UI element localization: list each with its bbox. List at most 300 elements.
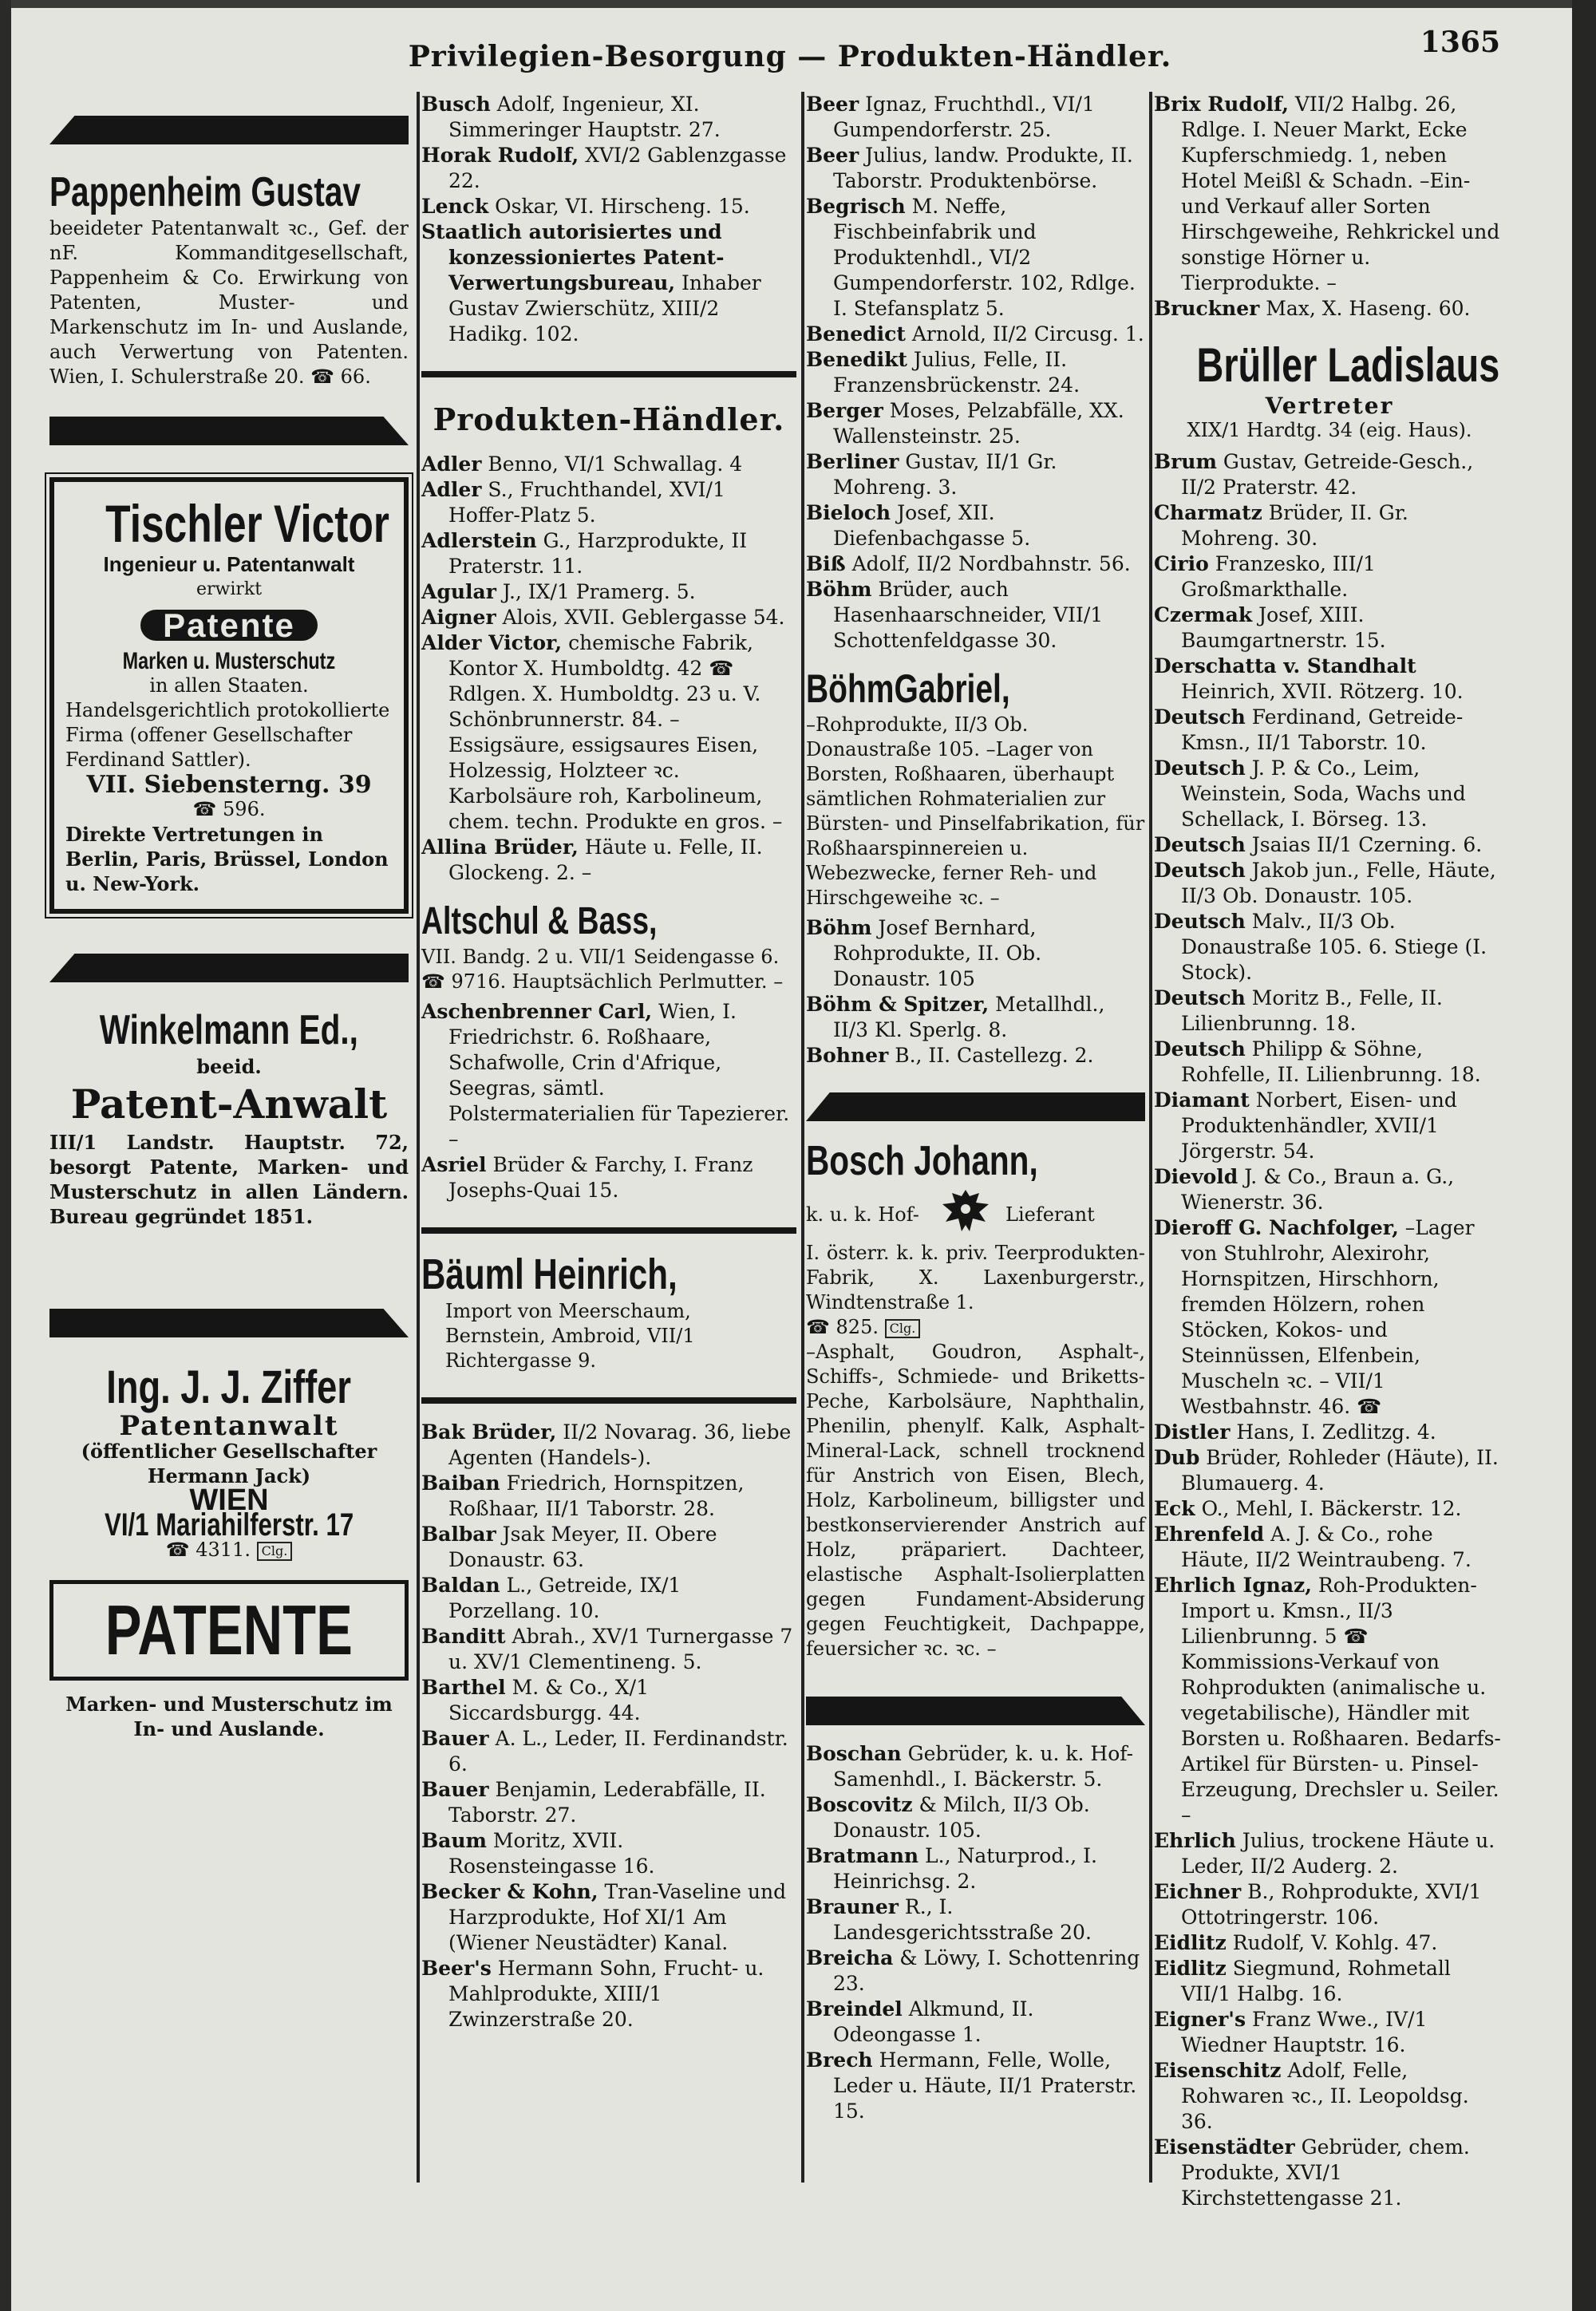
entry-list	[1154, 92, 1505, 322]
entry-text: Inhaber Gustav Zwierschütz, XIII/2 Hadikg. 102.	[448, 271, 761, 346]
entry-name: Deutsch	[1154, 757, 1246, 780]
directory-entry	[1154, 1420, 1505, 1445]
separator-bar	[49, 954, 409, 982]
entry-name: Deutsch	[1154, 1037, 1246, 1061]
directory-entry	[806, 194, 1145, 322]
entry-text: M. Neffe, Fischbeinfabrik und Produktenhdl., VI/2 Gumpendorferstr. 102, Rdlge. I. Stefansplatz 5.	[833, 195, 1136, 320]
directory-entry	[1154, 92, 1505, 296]
ad-body: III/1 Landstr. Hauptstr. 72, besorgt Patente, Marken- und Musterschutz in allen Ländern. Bureau gegründet 1851.	[49, 1131, 409, 1228]
entry-text: Roh-Produkten-Import u. Kmsn., II/3 Lilienbrunng. 5 ☎ Kommissions-Verkauf von Rohprodukten (animalische u. vegetabilische), Händler mit Borsten u. Roßhaaren. Bedarfs-Artikel für Bürsten- u. Pinsel-Erzeugung, Drechsler u. Seiler. –	[1181, 1574, 1501, 1827]
entry-text: Wien, I. Friedrichstr. 6. Roßhaare, Schafwolle, Crin d'Afrique, Seegras, sämtl. Polstermaterialien für Tapezierer. –	[448, 1000, 790, 1151]
entry-name: Lenck	[421, 195, 489, 218]
directory-entry	[806, 1997, 1145, 2048]
ad-address: XIX/1 Hardtg. 34 (eig. Haus).	[1187, 419, 1472, 441]
separator-rule	[421, 1227, 796, 1234]
directory-entry	[421, 1573, 796, 1624]
entry-text: L., Naturprod., I. Heinrichsg. 2.	[833, 1844, 1098, 1893]
entry-name: Bak Brüder,	[421, 1420, 557, 1444]
entry-list	[1154, 449, 1505, 2211]
directory-entry	[806, 143, 1145, 194]
entry-name: Brum	[1154, 450, 1217, 473]
separator-bar	[806, 1092, 1145, 1121]
directory-entry	[421, 1777, 796, 1828]
entry-list	[421, 1420, 796, 2032]
ad-body-1: I. österr. k. k. priv. Teerprodukten-Fabrik, X. Laxenburgerstr., Windtenstraße 1.	[806, 1242, 1145, 1314]
directory-entry	[421, 1522, 796, 1573]
entry-name: Böhm	[806, 578, 872, 601]
entry-text: Adolf, II/2 Nordbahnstr. 56.	[851, 552, 1131, 575]
directory-entry	[1154, 1088, 1505, 1164]
entry-text: Adolf, Felle, Rohwaren ꝛc., II. Leopoldsg. 36.	[1181, 2059, 1469, 2133]
entry-text: Hans, I. Zedlitzg. 4.	[1236, 1420, 1436, 1444]
ad-winkelmann	[49, 1006, 409, 1229]
entry-name: Czermak	[1154, 603, 1253, 626]
directory-entry	[1154, 832, 1505, 858]
entry-text: Häute u. Felle, II. Glockeng. 2. –	[448, 836, 763, 884]
entry-name: Barthel	[421, 1676, 506, 1699]
ad-lieferant: Lieferant	[1005, 1203, 1095, 1226]
section-title: Produkten-Händler.	[433, 401, 785, 437]
entry-name: Deutsch	[1154, 833, 1246, 856]
directory-entry	[421, 92, 796, 143]
directory-entry	[1154, 654, 1505, 705]
entry-text: & Löwy, I. Schottenring 23.	[833, 1946, 1140, 1995]
column-3	[806, 92, 1145, 2124]
entry-text: II/2 Novarag. 36, liebe Agenten (Handels-).	[448, 1420, 792, 1469]
entry-name: Bratmann	[806, 1844, 919, 1867]
directory-entry	[1154, 1522, 1505, 1573]
entry-text: Moritz B., Felle, II. Lilienbrunng. 18.	[1181, 986, 1443, 1035]
directory-entry	[806, 1843, 1145, 1894]
ad-erwirkt: erwirkt	[196, 579, 263, 599]
ad-name: Pappenheim Gustav	[49, 169, 361, 215]
ad-footer: Marken- und Musterschutz im In- und Auslande.	[65, 1693, 393, 1740]
scan-edge-top	[0, 0, 1596, 8]
entry-name: Breicha	[806, 1946, 894, 1969]
entry-name: Deutsch	[1154, 705, 1246, 729]
directory-entry	[421, 1152, 796, 1203]
ad-ziffer	[49, 1361, 409, 1741]
entry-name: Benedict	[806, 322, 906, 346]
entry-name: Asriel	[421, 1153, 487, 1176]
entry-text: Josef, XIII. Baumgartnerstr. 15.	[1181, 603, 1386, 652]
directory-entry	[421, 1624, 796, 1675]
directory-entry	[1154, 2135, 1505, 2211]
directory-entry	[421, 477, 796, 528]
entry-name: Ehrlich Ignaz,	[1154, 1574, 1312, 1597]
ad-body-2: –Asphalt, Goudron, Asphalt-, Schiffs-, Schmiede- und Briketts-Peche, Karbolsäure, Naphthalin, Phenilin, phenylf. Kalk, Asphalt-Mineral-Lack, schnell trocknend für Anstrich von Eisen, Blech, Holz, Karbolineum, billigster und bestkonservierender Anstrich auf Holz, präpariert. Dachteer, elastische Asphalt-Isolierplatten gegen Fundament-Absiderung gegen Feuchtigkeit, Dachpappe, feuersicher ꝛc. ꝛc. –	[806, 1341, 1145, 1660]
directory-entry	[806, 1946, 1145, 1997]
directory-entry	[1154, 1445, 1505, 1496]
directory-entry	[1154, 1956, 1505, 2007]
directory-entry	[1154, 705, 1505, 756]
entry-text: G., Harzprodukte, II Praterstr. 11.	[448, 529, 748, 578]
ad-vertretungen: Direkte Vertretungen in Berlin, Paris, Brüssel, London u. New-York.	[65, 823, 389, 895]
column-rule-2	[801, 92, 804, 2183]
directory-entry	[806, 1043, 1145, 1069]
entry-name: Deutsch	[1154, 859, 1246, 882]
entry-name: Agular	[421, 580, 496, 603]
directory-entry	[1154, 2058, 1505, 2135]
ad-name: Bäuml Heinrich,	[421, 1250, 678, 1298]
entry-name: Bohner	[806, 1044, 889, 1067]
entry-text: Max, X. Haseng. 60.	[1266, 297, 1471, 320]
entry-text: B., II. Castellezg. 2.	[895, 1044, 1094, 1067]
entry-name: Balbar	[421, 1523, 496, 1546]
entry-text: A. J. & Co., rohe Häute, II/2 Weintraubeng. 7.	[1181, 1523, 1472, 1571]
ad-phone: ☎ 825.	[806, 1316, 879, 1338]
entry-name: Begrisch	[806, 195, 906, 218]
column-4	[1154, 92, 1505, 2211]
entry-text: Brüder & Farchy, I. Franz Josephs-Quai 15.	[448, 1153, 753, 1202]
directory-entry	[421, 1879, 796, 1956]
entry-text: Oskar, VI. Hirscheng. 15.	[495, 195, 750, 218]
ad-role: Ingenieur u. Patentanwalt	[103, 552, 355, 576]
ad-altschul	[421, 899, 796, 994]
entry-text: Rudolf, V. Kohlg. 47.	[1232, 1931, 1438, 1954]
ad-brueller	[1154, 338, 1505, 443]
directory-entry	[1154, 1573, 1505, 1828]
entry-text: Moritz, XVII. Rosensteingasse 16.	[448, 1829, 655, 1878]
entry-text: Brüder, Rohleder (Häute), II. Blumauerg. 4.	[1181, 1446, 1499, 1495]
directory-entry	[421, 528, 796, 579]
entry-name: Beer	[806, 93, 859, 116]
entry-name: Eisenschitz	[1154, 2059, 1282, 2082]
entry-text: Julius, Felle, II. Franzensbrückenstr. 24.	[833, 348, 1080, 397]
entry-text: Julius, trockene Häute u. Leder, II/2 Auderg. 2.	[1181, 1829, 1495, 1878]
directory-entry	[806, 500, 1145, 551]
ad-pappenheim	[49, 168, 409, 389]
directory-entry	[1154, 858, 1505, 909]
entry-name: Diamant	[1154, 1088, 1250, 1112]
entry-name: Deutsch	[1154, 910, 1246, 933]
directory-entry	[421, 999, 796, 1152]
entry-text: O., Mehl, I. Bäckerstr. 12.	[1201, 1497, 1462, 1520]
ad-tischler	[49, 477, 409, 914]
ad-body: VII. Bandg. 2 u. VII/1 Seidengasse 6. ☎ 9716. Hauptsächlich Perlmutter. –	[421, 946, 784, 993]
directory-entry	[806, 915, 1145, 992]
entry-name: Breindel	[806, 1997, 903, 2021]
directory-entry	[806, 322, 1145, 347]
separator-rule	[421, 371, 796, 377]
entry-name: Busch	[421, 93, 491, 116]
entry-name: Böhm & Spitzer,	[806, 993, 990, 1016]
entry-text: Adolf, Ingenieur, XI. Simmeringer Hauptstr. 27.	[448, 93, 721, 141]
ad-kuk: k. u. k. Hof-	[806, 1203, 919, 1226]
entry-text: Gebrüder, chem. Produkte, XVI/1 Kirchstettengasse 21.	[1181, 2135, 1470, 2210]
directory-entry	[421, 1420, 796, 1471]
separator-rule	[421, 1397, 796, 1404]
directory-entry	[421, 605, 796, 630]
entry-name: Berliner	[806, 450, 899, 473]
entry-name: Eisenstädter	[1154, 2135, 1295, 2159]
entry-text: Tran-Vaseline und Harzprodukte, Hof XI/1 Am (Wiener Neustädter) Kanal.	[448, 1880, 787, 1954]
entry-text: Brüder, auch Hasenhaarschneider, VII/1 Schottenfeldgasse 30.	[833, 578, 1104, 652]
entry-name: Cirio	[1154, 552, 1209, 575]
separator-bar	[49, 1309, 409, 1337]
ad-firma: Handelsgerichtlich protokollierte Firma (offener Gesellschafter Ferdinand Sattler).	[65, 699, 390, 771]
entry-name: Adler	[421, 478, 482, 501]
directory-entry	[806, 398, 1145, 449]
entry-list	[421, 92, 796, 347]
entry-name: Beer's	[421, 1957, 492, 1980]
entry-name: Bauer	[421, 1778, 489, 1801]
ad-body: Import von Meerschaum, Bernstein, Ambroid, VII/1 Richtergasse 9.	[445, 1300, 695, 1372]
directory-entry	[421, 452, 796, 477]
directory-entry	[1154, 1215, 1505, 1420]
entry-text: Josef, XII. Diefenbachgasse 5.	[833, 501, 1031, 550]
directory-entry	[421, 1675, 796, 1726]
ad-address: VI/1 Mariahilferstr. 17	[104, 1507, 354, 1543]
directory-entry	[1154, 986, 1505, 1037]
entry-list	[806, 1741, 1145, 2124]
directory-entry	[1154, 602, 1505, 654]
entry-name: Berger	[806, 399, 883, 422]
scan-edge-right	[1572, 0, 1596, 2311]
entry-text: Metallhdl., II/3 Kl. Sperlg. 8.	[833, 993, 1105, 1041]
ad-name: BöhmGabriel,	[806, 666, 1010, 711]
entry-name: Becker & Kohn,	[421, 1880, 598, 1903]
entry-list	[421, 999, 796, 1203]
entry-text: Siegmund, Rohmetall VII/1 Halbg. 16.	[1181, 1957, 1451, 2005]
directory-entry	[806, 551, 1145, 577]
ad-phone: ☎ 4311.	[165, 1539, 251, 1561]
ad-boehm	[806, 665, 1145, 911]
entry-text: –Lager von Stuhlrohr, Alexirohr, Hornspitzen, Hirschhorn, fremden Hölzern, rohen Stöcken, Kokos- und Steinnüssen, Elfenbein, Muscheln ꝛc. – VII/1 Westbahnstr. 46. ☎	[1181, 1216, 1475, 1418]
directory-entry	[806, 577, 1145, 654]
entry-text: Arnold, II/2 Circusg. 1.	[911, 322, 1144, 346]
entry-name: Derschatta v. Standhalt	[1154, 654, 1416, 677]
entry-list	[421, 452, 796, 886]
entry-text: VII/2 Halbg. 26, Rdlge. I. Neuer Markt, Ecke Kupferschmiedg. 1, neben Hotel Meißl & Schadn. –Ein- und Verkauf aller Sorten Hirschgeweihe, Rehkrickel und sonstige Hörner u. Tierprodukte. –	[1181, 93, 1500, 294]
directory-entry	[1154, 500, 1505, 551]
entry-text: Ferdinand, Getreide-Kmsn., II/1 Taborstr. 10.	[1181, 705, 1464, 754]
entry-text: Gebrüder, k. u. k. Hof-Samenhdl., I. Bäckerstr. 5.	[833, 1742, 1134, 1791]
entry-name: Eichner	[1154, 1880, 1242, 1903]
entry-text: Abrah., XV/1 Turnergasse 7 u. XV/1 Clementineng. 5.	[448, 1625, 793, 1673]
entry-text: Julius, landw. Produkte, II. Taborstr. Produktenbörse.	[833, 144, 1133, 192]
entry-name: Eck	[1154, 1497, 1195, 1520]
directory-entry	[806, 992, 1145, 1043]
column-rule-1	[417, 92, 420, 2183]
entry-text: Norbert, Eisen- und Produktenhändler, XVII/1 Jörgerstr. 54.	[1181, 1088, 1457, 1163]
entry-text: Alkmund, II. Odeongasse 1.	[833, 1997, 1034, 2046]
entry-name: Aschenbrenner Carl,	[421, 1000, 653, 1023]
entry-name: Biß	[806, 552, 846, 575]
entry-name: Eidlitz	[1154, 1957, 1227, 1980]
directory-entry	[1154, 1037, 1505, 1088]
entry-text: Jakob jun., Felle, Häute, II/3 Ob. Donaustr. 105.	[1181, 859, 1496, 907]
entry-name: Alder Victor,	[421, 631, 563, 654]
entry-name: Ehrlich	[1154, 1829, 1236, 1852]
column-rule-3	[1149, 92, 1152, 2183]
ad-name: Winkelmann Ed.,	[99, 1007, 359, 1053]
entry-name: Banditt	[421, 1625, 506, 1648]
ad-title: Patentanwalt	[119, 1410, 339, 1442]
entry-text: J. & Co., Braun a. G., Wienerstr. 36.	[1181, 1165, 1455, 1214]
column-1	[49, 92, 409, 1741]
entry-name: Allina Brüder,	[421, 836, 579, 859]
entry-name: Adler	[421, 452, 482, 476]
ad-address: VII. Siebensterng. 39	[86, 771, 372, 799]
entry-text: Josef Bernhard, Rohprodukte, II. Ob. Donaustr. 105	[833, 916, 1042, 990]
entry-text: & Milch, II/3 Ob. Donaustr. 105.	[833, 1793, 1090, 1842]
directory-entry	[1154, 449, 1505, 500]
directory-entry	[421, 1828, 796, 1879]
ad-city: WIEN	[189, 1483, 269, 1517]
ad-name: Tischler Victor	[105, 494, 389, 553]
entry-text: A. L., Leder, II. Ferdinandstr. 6.	[448, 1727, 788, 1776]
entry-text: Benno, VI/1 Schwallag. 4	[488, 452, 743, 476]
entry-name: Boschan	[806, 1742, 902, 1765]
entry-text: Franzesko, III/1 Großmarkthalle.	[1181, 552, 1376, 601]
entry-text: Jsaias II/1 Czerning. 6.	[1251, 833, 1483, 856]
entry-name: Baum	[421, 1829, 487, 1852]
entry-text: Jsak Meyer, II. Obere Donaustr. 63.	[448, 1523, 717, 1571]
separator-bar	[806, 1697, 1145, 1725]
directory-entry	[421, 579, 796, 605]
clg-stamp: Clg.	[885, 1319, 921, 1338]
ad-phone: ☎ 596.	[192, 798, 266, 820]
entry-text: B., Rohprodukte, XVI/1 Ottotringerstr. 106.	[1181, 1880, 1482, 1929]
entry-text: S., Fruchthandel, XVI/1 Hoffer-Platz 5.	[448, 478, 725, 527]
directory-entry	[806, 1894, 1145, 1946]
page-number: 1365	[1420, 26, 1500, 59]
directory-entry	[421, 1956, 796, 2032]
entry-text: Hermann Sohn, Frucht- u. Mahlprodukte, XIII/1 Zwinzerstraße 20.	[448, 1957, 764, 2031]
entry-name: Aigner	[421, 606, 496, 629]
entry-text: Hermann, Felle, Wolle, Leder u. Häute, II/1 Praterstr. 15.	[833, 2048, 1137, 2123]
entry-text: L., Getreide, IX/1 Porzellang. 10.	[448, 1574, 681, 1622]
entry-name: Baldan	[421, 1574, 500, 1597]
separator-bar	[49, 116, 409, 144]
entry-name: Baiban	[421, 1472, 500, 1495]
directory-entry	[1154, 909, 1505, 986]
scan-edge-left	[0, 0, 11, 2311]
separator-bar	[49, 417, 409, 445]
directory-entry	[421, 630, 796, 835]
entry-name: Eidlitz	[1154, 1931, 1227, 1954]
entry-text: R., I. Landesgerichtsstraße 20.	[833, 1895, 1092, 1944]
entry-text: Gustav, Getreide-Gesch., II/2 Praterstr. 42.	[1181, 450, 1474, 499]
ad-marken: Marken u. Musterschutz	[122, 648, 336, 674]
ad-beeid: beeid.	[196, 1055, 262, 1078]
entry-text: Gustav, II/1 Gr. Mohreng. 3.	[833, 450, 1057, 499]
clg-stamp: Clg.	[257, 1542, 293, 1561]
directory-entry	[1154, 1930, 1505, 1956]
entry-list	[806, 915, 1145, 1069]
directory-entry	[421, 1471, 796, 1522]
entry-name: Staatlich autorisiertes und konzessioniertes Patent-Verwertungsbureau,	[421, 220, 725, 294]
entry-text: Alois, XVII. Geblergasse 54.	[502, 606, 785, 629]
entry-name: Adlerstein	[421, 529, 537, 552]
entry-text: chemische Fabrik, Kontor X. Humboldtg. 42 ☎ Rdlgen. X. Humboldtg. 23 u. V. Schönbrunnerstr. 84. – Essigsäure, essigsaures Eisen, Holzessig, Holzteer ꝛc. Karbolsäure roh, Karbolineum, chem. techn. Produkte en gros. –	[448, 631, 783, 833]
directory-entry	[1154, 296, 1505, 322]
entry-text: Benjamin, Lederabfälle, II. Taborstr. 27.	[448, 1778, 766, 1827]
ad-staaten: in allen Staaten.	[149, 674, 309, 697]
entry-name: Dievold	[1154, 1165, 1238, 1188]
entry-text: Franz Wwe., IV/1 Wiedner Hauptstr. 16.	[1181, 2008, 1428, 2056]
entry-text: Heinrich, XVII. Rötzerg. 10.	[1181, 680, 1464, 703]
directory-entry	[1154, 1828, 1505, 1879]
ad-body: beeideter Patentanwalt ꝛc., Gef. der nF. Kommanditgesellschaft, Pappenheim & Co. Erwirkung von Patenten, Muster- und Markenschutz im In- und Auslande, auch Verwertung von Patenten. Wien, I. Schulerstraße 20. ☎ 66.	[49, 217, 409, 388]
ad-title: Patent-Anwalt	[70, 1080, 388, 1128]
ad-role: Vertreter	[1265, 393, 1394, 419]
entry-name: Horak Rudolf,	[421, 144, 579, 167]
directory-entry	[1154, 1879, 1505, 1930]
entry-name: Brix Rudolf,	[1154, 93, 1289, 116]
entry-text: Moses, Pelzabfälle, XX. Wallensteinstr. 25.	[833, 399, 1124, 448]
entry-name: Brauner	[806, 1895, 899, 1918]
directory-entry	[806, 92, 1145, 143]
patente-box	[49, 1580, 409, 1681]
entry-name: Eigner's	[1154, 2008, 1246, 2031]
ad-body: –Rohprodukte, II/3 Ob. Donaustraße 105. –Lager von Borsten, Roßhaaren, überhaupt sämtlichen Rohmaterialien zur Bürsten- und Pinselfabrikation, für Roßhaarspinnereien u. Webezwecke, ferner Reh- und Hirschgeweihe ꝛc. –	[806, 713, 1145, 909]
entry-name: Bruckner	[1154, 297, 1260, 320]
entry-text: Philipp & Söhne, Rohfelle, II. Lilienbrunng. 18.	[1181, 1037, 1481, 1086]
directory-entry	[1154, 1164, 1505, 1215]
entry-name: Brech	[806, 2048, 873, 2072]
entry-name: Bauer	[421, 1727, 489, 1750]
entry-name: Dieroff G. Nachfolger,	[1154, 1216, 1399, 1239]
entry-text: J. P. & Co., Leim, Weinstein, Soda, Wachs und Schellack, I. Börseg. 13.	[1181, 757, 1466, 831]
directory-entry	[1154, 2007, 1505, 2058]
directory-entry	[1154, 1496, 1505, 1522]
entry-text: Malv., II/3 Ob. Donaustraße 105. 6. Stiege (I. Stock).	[1181, 910, 1487, 984]
entry-name: Boscovitz	[806, 1793, 913, 1816]
entry-text: Ignaz, Fruchthdl., VI/1 Gumpendorferstr. 25.	[833, 93, 1095, 141]
ad-name: Ing. J. J. Ziffer	[106, 1361, 352, 1413]
ad-bosch	[806, 1137, 1145, 1661]
entry-name: Dub	[1154, 1446, 1200, 1469]
entry-name: Deutsch	[1154, 986, 1246, 1009]
directory-entry	[806, 449, 1145, 500]
column-2	[421, 92, 796, 2032]
ad-baeuml	[421, 1250, 796, 1373]
entry-text: M. & Co., X/1 Siccardsburgg. 44.	[448, 1676, 649, 1724]
entry-name: Charmatz	[1154, 501, 1262, 524]
ad-name: Brüller Ladislaus	[1196, 338, 1500, 392]
patente-label: PATENTE	[105, 1590, 354, 1669]
directory-entry	[806, 1741, 1145, 1792]
ad-name: Altschul & Bass,	[421, 900, 658, 942]
entry-name: Beer	[806, 144, 859, 167]
directory-entry	[421, 194, 796, 219]
ad-name: Bosch Johann,	[806, 1138, 1038, 1184]
directory-entry	[1154, 551, 1505, 602]
directory-entry	[806, 1792, 1145, 1843]
entry-text: J., IX/1 Pramerg. 5.	[502, 580, 696, 603]
directory-entry	[421, 219, 796, 347]
page-header: Privilegien-Besorgung — Produkten-Händler.	[408, 40, 1172, 73]
directory-entry	[421, 143, 796, 194]
patente-pill: Patente	[140, 610, 318, 641]
entry-name: Benedikt	[806, 348, 907, 371]
entry-text: XVI/2 Gablenzgasse 22.	[448, 144, 787, 192]
directory-entry	[421, 835, 796, 886]
entry-text: Friedrich, Hornspitzen, Roßhaar, II/1 Taborstr. 28.	[448, 1472, 745, 1520]
ad-gesellschafter: (öffentlicher Gesellschafter Hermann Jack)	[81, 1440, 377, 1487]
directory-entry	[806, 2048, 1145, 2124]
directory-entry	[1154, 756, 1505, 832]
entry-list	[806, 92, 1145, 654]
entry-name: Distler	[1154, 1420, 1231, 1444]
entry-text: Brüder, II. Gr. Mohreng. 30.	[1181, 501, 1408, 550]
entry-name: Bieloch	[806, 501, 891, 524]
entry-name: Böhm	[806, 916, 872, 939]
directory-entry	[421, 1726, 796, 1777]
directory-entry	[806, 347, 1145, 398]
